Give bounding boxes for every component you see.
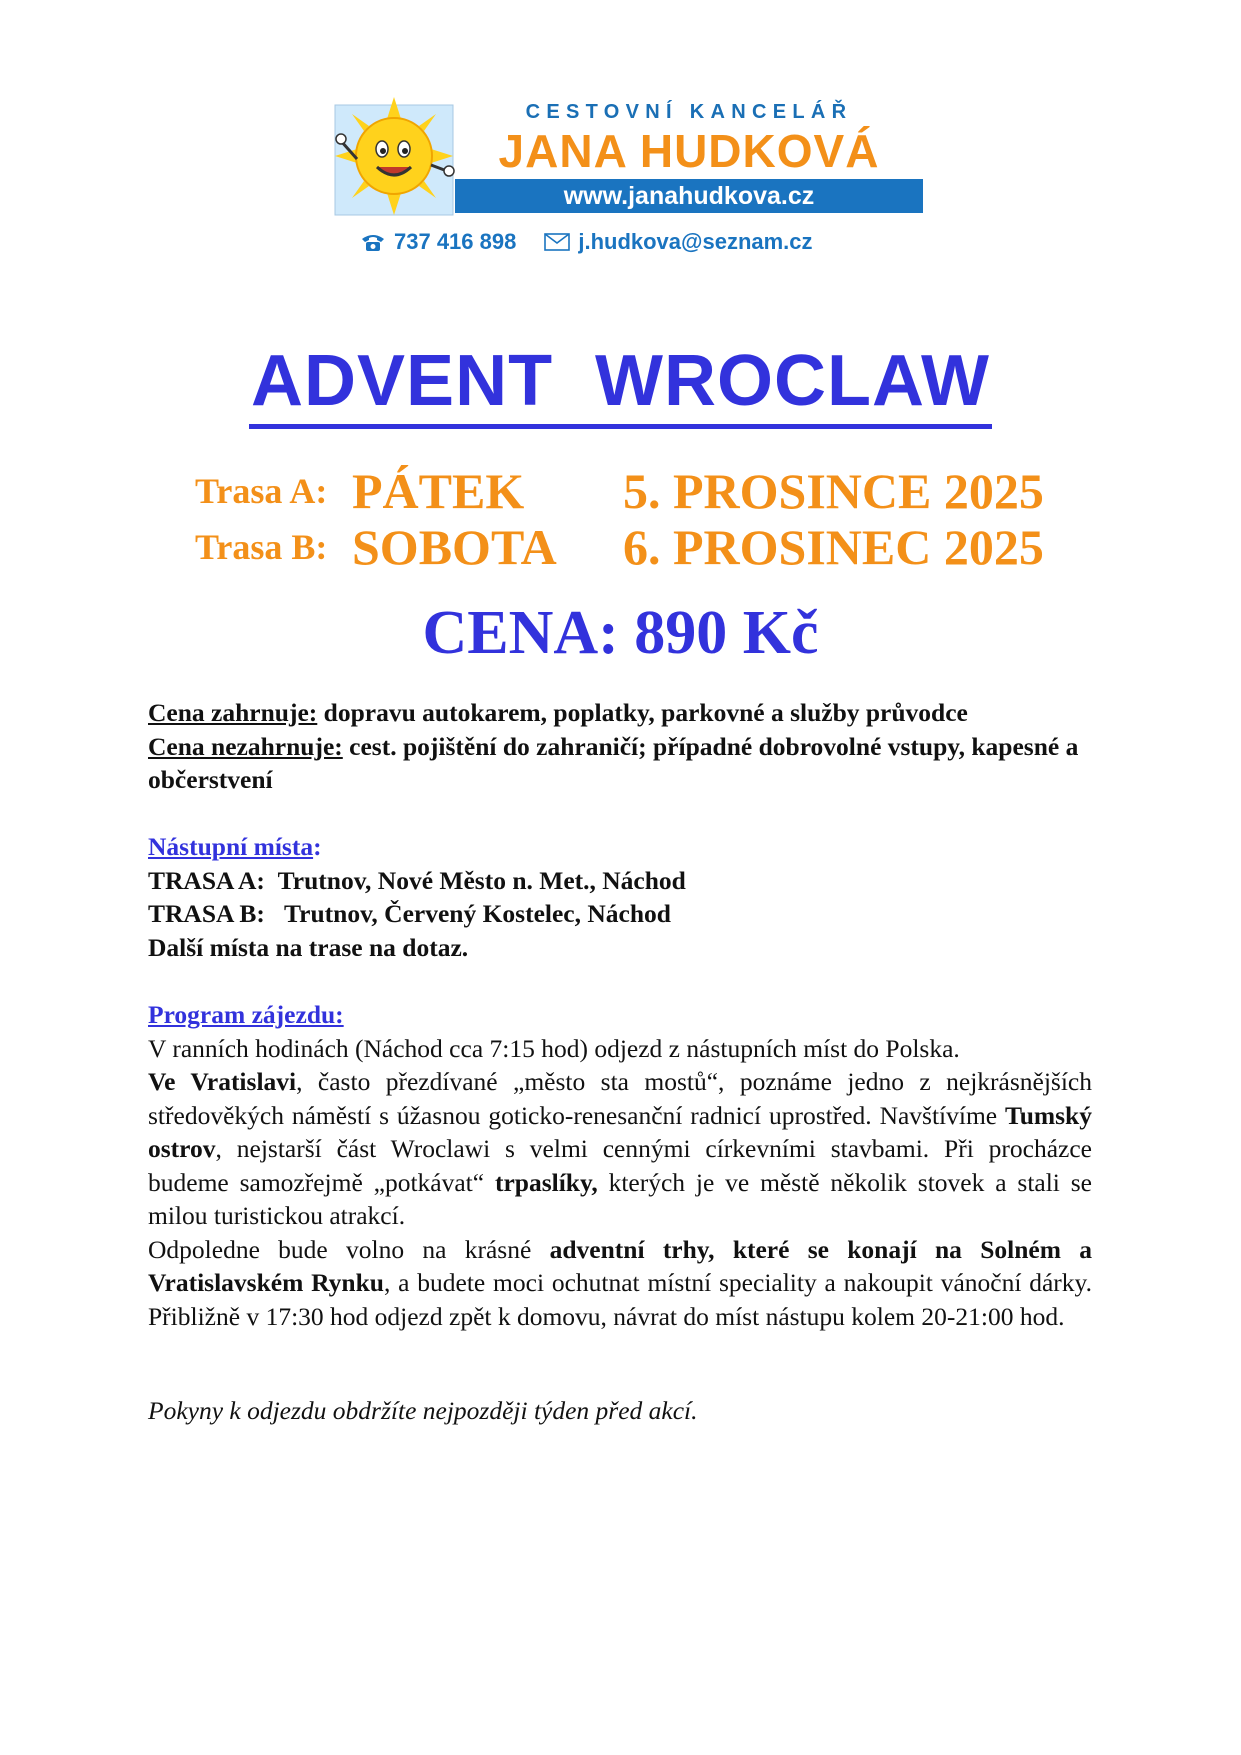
- route-b-day: SOBOTA: [352, 519, 557, 575]
- departure-notice: Pokyny k odjezdu obdržíte nejpozději týden před akcí.: [148, 1396, 698, 1425]
- program-p2-text-1: , často přezdívané „město sta mostů“, poznáme jedno z nejkrásnějších středověkých náměstí s úžasnou goticko-renesanční radnicí uprostřed. Navštívíme: [148, 1067, 1092, 1130]
- program-p2-text-3: kterých je ve městě několik stovek a stali se milou turistickou atrakcí.: [148, 1167, 1092, 1230]
- route-b-label: Trasa B:: [195, 527, 328, 567]
- boarding-route-a: [148, 864, 1092, 898]
- program-p2-bold-3: trpaslíky,: [494, 1167, 598, 1197]
- boarding-heading-colon: :: [313, 832, 322, 861]
- route-a-line: [195, 460, 1095, 520]
- not-included-label: Cena nezahrnuje:: [148, 731, 343, 761]
- route-a-day: PÁTEK: [352, 463, 525, 519]
- program-paragraph-1: V ranních hodinách (Náchod cca 7:15 hod) odjezd z nástupních míst do Polska.: [148, 1033, 960, 1063]
- boarding-route-b: [148, 897, 1092, 931]
- envelope-icon: [544, 233, 570, 251]
- program-p3-text-1: Odpoledne bude volno na krásné: [148, 1234, 550, 1264]
- page-title-text: ADVENT WROCLAW: [249, 338, 992, 429]
- boarding-route-b-label: TRASA B:: [148, 899, 265, 928]
- route-b-date: 6. PROSINEC 2025: [623, 519, 1044, 575]
- page-title: [0, 338, 1241, 429]
- boarding-route-a-places: Trutnov, Nové Město n. Met., Náchod: [277, 865, 686, 895]
- route-b-line: [195, 516, 1095, 576]
- program-p3-text-2: , a budete moci ochutnat místní speciality a nakoupit vánoční dárky. Přibližně v 17:30 hod odjezd zpět k domovu, návrat do míst nástupu kolem 20-21:00 hod.: [148, 1268, 1093, 1331]
- not-included-text: cest. pojištění do zahraničí; případné dobrovolné vstupy, kapesné a občerstvení: [148, 731, 1079, 794]
- boarding-route-a-label: TRASA A:: [148, 865, 265, 895]
- program-paragraph-3: [148, 1233, 1092, 1334]
- contact-line: [360, 228, 920, 260]
- boarding-heading: Nástupní místa: [148, 832, 314, 861]
- logo-company-name: JANA HUDKOVÁ: [498, 125, 880, 177]
- program-p3-bold-1: adventní trhy, které se konají na Solném a Vratislavském Rynku: [148, 1234, 1092, 1297]
- route-a-date: 5. PROSINCE 2025: [623, 463, 1044, 519]
- phone-icon: [360, 232, 386, 252]
- route-a-label: Trasa A:: [195, 471, 328, 511]
- program-p2-bold-1: Ve Vratislavi: [148, 1067, 297, 1096]
- not-included-line: [148, 730, 1092, 797]
- included-line: [148, 696, 1092, 730]
- program-p2-text-2: , nejstarší část Wroclawi s velmi cennými církevními stavbami. Při procházce budeme samozřejmě „potkávat“: [148, 1134, 1092, 1197]
- program-heading: Program zájezdu:: [148, 1000, 344, 1029]
- company-logo: [333, 95, 923, 217]
- boarding-more-info: Další místa na trase na dotaz.: [148, 932, 469, 962]
- logo-website-link[interactable]: www.janahudkova.cz: [563, 182, 815, 210]
- logo-agency-label: CESTOVNÍ KANCELÁŘ: [525, 101, 853, 123]
- boarding-section: [148, 830, 1092, 964]
- sun-mascot-icon: [333, 95, 455, 217]
- boarding-route-b-places: Trutnov, Červený Kostelec, Náchod: [284, 899, 671, 928]
- logo-url-band: [455, 179, 923, 213]
- email-address[interactable]: j.hudkova@seznam.cz: [578, 229, 813, 255]
- included-text: dopravu autokarem, poplatky, parkovné a služby průvodce: [317, 698, 968, 727]
- included-label: Cena zahrnuje:: [148, 698, 318, 727]
- price-heading: CENA: 890 Kč: [422, 599, 819, 667]
- program-p2-bold-2: Tumský ostrov: [148, 1100, 1092, 1163]
- program-paragraph-2: [148, 1065, 1092, 1233]
- boarding-heading-line: [148, 830, 1092, 864]
- phone-number[interactable]: 737 416 898: [394, 229, 517, 255]
- price-conditions: [148, 696, 1092, 797]
- program-section: [148, 998, 1092, 1333]
